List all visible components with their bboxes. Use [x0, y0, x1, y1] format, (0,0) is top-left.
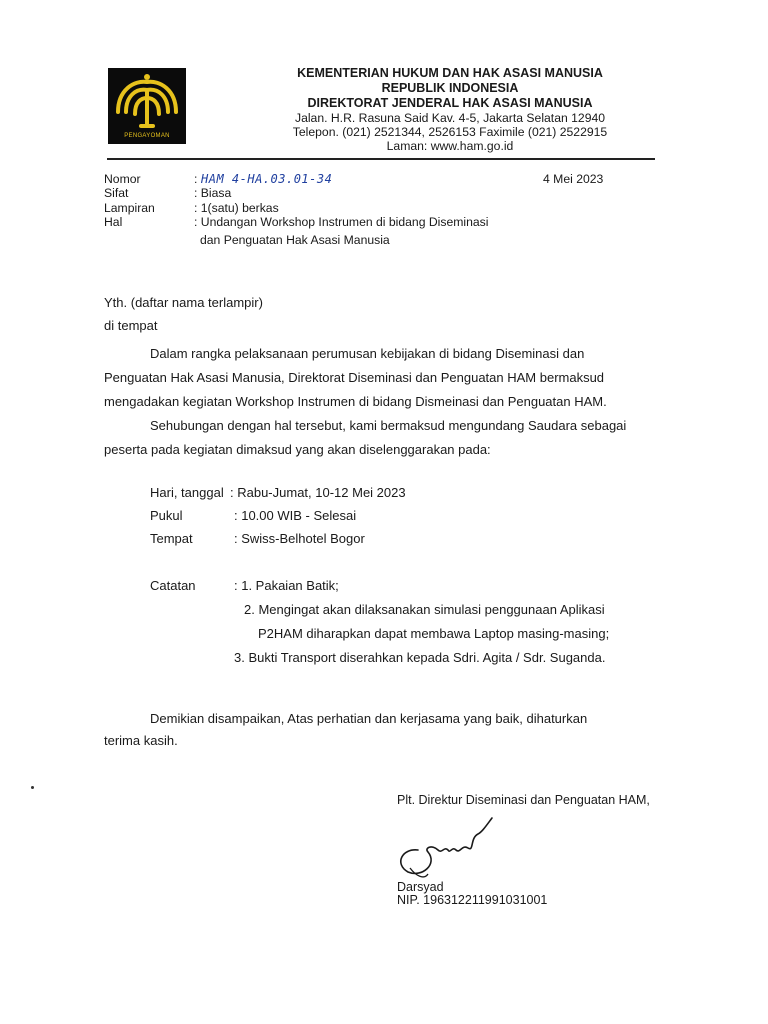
- website-line: Laman: www.ham.go.id: [386, 139, 514, 153]
- tempat-label: Tempat: [150, 531, 193, 546]
- paragraph2-line2: peserta pada kegiatan dimaksud yang akan diselenggarakan pada:: [104, 442, 491, 457]
- sifat-value: : Biasa: [194, 186, 232, 200]
- closing-line2: terima kasih.: [104, 733, 178, 748]
- catatan-label: Catatan: [150, 578, 196, 593]
- ministry-logo: [108, 68, 186, 144]
- country-name: REPUBLIK INDONESIA: [381, 81, 519, 95]
- hal-value-line1: : Undangan Workshop Instrumen di bidang Diseminasi: [194, 215, 489, 229]
- hari-value: : Rabu-Jumat, 10-12 Mei 2023: [230, 485, 406, 500]
- ministry-name: KEMENTERIAN HUKUM DAN HAK ASASI MANUSIA: [297, 66, 603, 80]
- paragraph1-line2: Penguatan Hak Asasi Manusia, Direktorat Diseminasi dan Penguatan HAM bermaksud: [104, 370, 605, 385]
- hari-label: Hari, tanggal: [150, 485, 224, 500]
- recipient-line: Yth. (daftar nama terlampir): [104, 295, 263, 310]
- signatory-nip: NIP. 196312211991031001: [397, 893, 548, 907]
- note-item-1: : 1. Pakaian Batik;: [234, 578, 339, 593]
- scan-speck: [31, 786, 34, 789]
- lampiran-value: : 1(satu) berkas: [194, 201, 279, 215]
- address-line: Jalan. H.R. Rasuna Said Kav. 4-5, Jakarta Selatan 12940: [294, 111, 606, 125]
- lampiran-label: Lampiran: [104, 201, 155, 215]
- note-item-3: 3. Bukti Transport diserahkan kepada Sdri. Agita / Sdr. Suganda.: [234, 650, 606, 665]
- note-item-2-line2: P2HAM diharapkan dapat membawa Laptop masing-masing;: [258, 626, 610, 641]
- hal-label: Hal: [104, 215, 123, 229]
- pukul-label: Pukul: [150, 508, 183, 523]
- location-line: di tempat: [104, 318, 158, 333]
- paragraph1-line3: mengadakan kegiatan Workshop Instrumen di bidang Dismeinasi dan Penguatan HAM.: [104, 394, 607, 409]
- paragraph1-line1: Dalam rangka pelaksanaan perumusan kebijakan di bidang Diseminasi dan: [150, 346, 585, 361]
- sifat-label: Sifat: [104, 186, 129, 200]
- signatory-title: Plt. Direktur Diseminasi dan Penguatan HAM,: [397, 793, 650, 807]
- phone-fax-line: Telepon. (021) 2521344, 2526153 Faximile (021) 2522915: [292, 125, 608, 139]
- nomor-colon: :: [194, 172, 198, 186]
- note-item-2-line1: 2. Mengingat akan dilaksanakan simulasi penggunaan Aplikasi: [244, 602, 605, 617]
- tempat-value: : Swiss-Belhotel Bogor: [234, 531, 365, 546]
- logo-caption: PENGAYOMAN: [124, 133, 170, 139]
- signatory-name: Darsyad: [397, 880, 444, 894]
- nomor-label: Nomor: [104, 172, 141, 186]
- hal-value-line2: dan Penguatan Hak Asasi Manusia: [200, 233, 390, 247]
- signature-icon: [388, 808, 508, 888]
- directorate-name: DIREKTORAT JENDERAL HAK ASASI MANUSIA: [307, 96, 593, 110]
- letterhead-divider: [107, 158, 655, 160]
- letter-date: 4 Mei 2023: [543, 172, 604, 186]
- closing-line1: Demikian disampaikan, Atas perhatian dan kerjasama yang baik, dihaturkan: [150, 711, 588, 726]
- pukul-value: : 10.00 WIB - Selesai: [234, 508, 357, 523]
- paragraph2-line1: Sehubungan dengan hal tersebut, kami bermaksud mengundang Saudara sebagai: [150, 418, 627, 433]
- nomor-value: HAM 4-HA.03.01-34: [201, 172, 333, 186]
